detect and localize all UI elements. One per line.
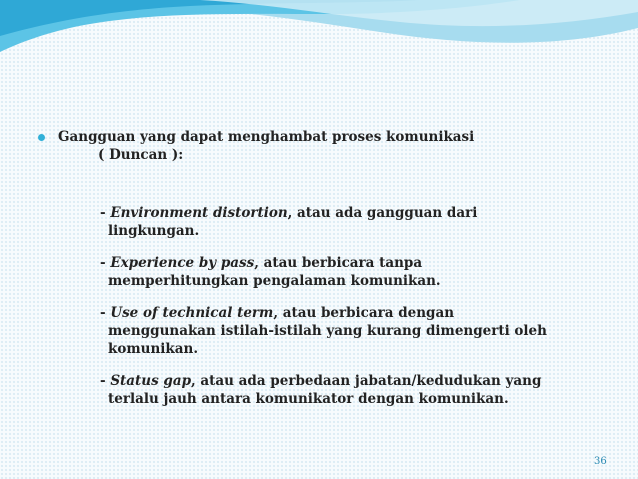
item-dash: - [100,305,111,321]
item-continuation-2: komunikan. [108,341,199,357]
heading [38,128,598,146]
item-continuation: memperhitungkan pengalaman komunikan. [108,273,441,289]
item-dash: - [100,373,111,389]
item-continuation: menggunakan istilah-istilah yang kurang dimengerti oleh [108,323,547,339]
item-term: Use of technical term [110,305,274,321]
item-term: Experience by pass [110,255,255,271]
list-item [38,254,598,290]
item-rest: , atau ada perbedaan jabatan/kedudukan yang [191,373,542,389]
item-rest: , atau berbicara dengan [273,305,455,321]
page-number: 36 [594,456,607,467]
item-rest: , atau ada gangguan dari [287,205,478,221]
heading-line1: Gangguan yang dapat menghambat proses komunikasi [58,129,475,145]
item-continuation: lingkungan. [108,223,200,239]
list-item [38,304,598,358]
list-item [38,372,598,408]
heading-line2: ( Duncan ): [98,147,184,163]
item-dash: - [100,205,111,221]
slide-content [38,128,598,408]
list-item [38,204,598,240]
decorative-wave [0,0,638,70]
bullet-dot-icon [38,134,45,141]
item-term: Environment distortion [110,205,288,221]
item-continuation: terlalu jauh antara komunikator dengan komunikan. [108,391,509,407]
item-rest: , atau berbicara tanpa [254,255,423,271]
item-term: Status gap [110,373,192,389]
item-dash: - [100,255,111,271]
